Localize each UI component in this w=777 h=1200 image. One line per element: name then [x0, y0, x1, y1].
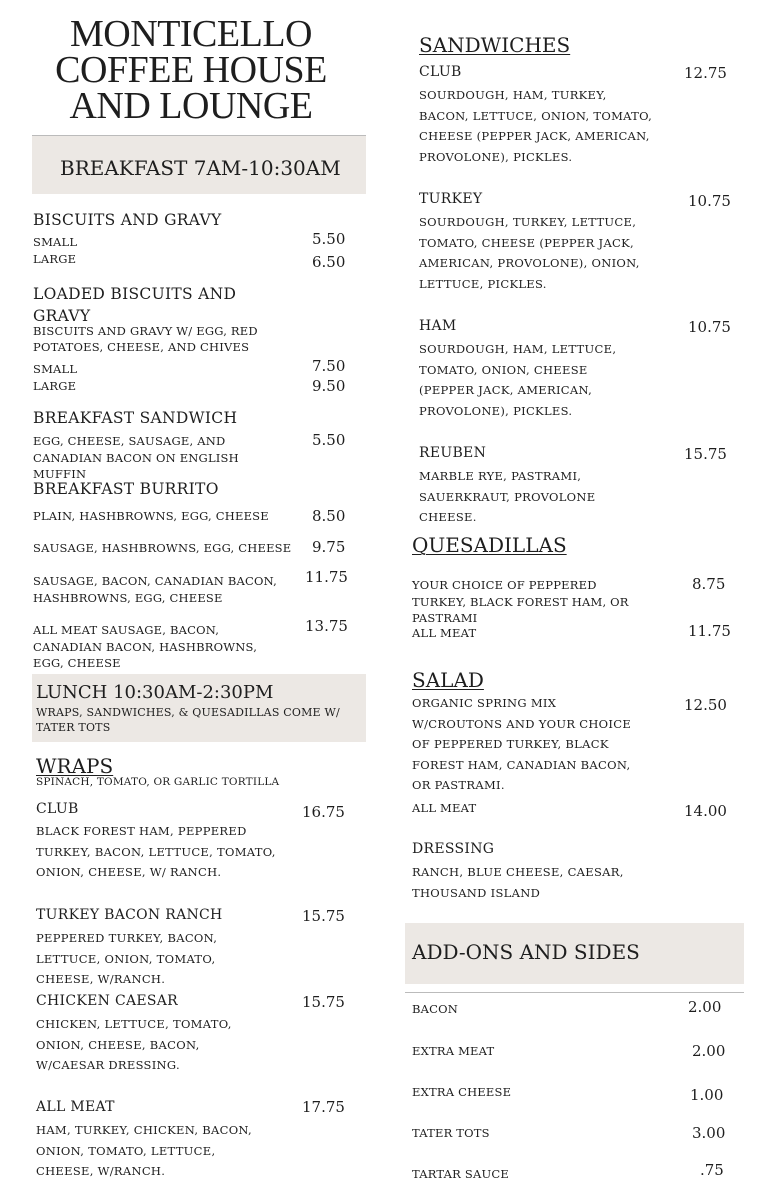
loaded-small-label: SMALL	[33, 362, 78, 376]
addon-item-price: 2.00	[688, 998, 722, 1016]
breakfast-heading: BREAKFAST 7AM-10:30AM	[60, 156, 341, 180]
quesadilla-item-desc: YOUR CHOICE OF PEPPERED TURKEY, BLACK FOREST HAM, OR PASTRAMI	[412, 578, 629, 625]
wrap-item-name: CLUB	[36, 801, 79, 817]
dressing-options: RANCH, BLUE CHEESE, CAESAR, THOUSAND ISLAND	[412, 865, 624, 900]
sandwich-item-name: REUBEN	[419, 445, 487, 461]
loaded-large-price: 9.50	[312, 377, 346, 395]
breakfast-burrito-name: BREAKFAST BURRITO	[33, 480, 219, 498]
sandwich-item-price: 10.75	[688, 318, 731, 336]
wrap-item-desc: PEPPERED TURKEY, BACON, LETTUCE, ONION, TOMATO, CHEESE, W/RANCH.	[36, 931, 218, 986]
lunch-heading: LUNCH 10:30AM-2:30PM	[36, 682, 274, 703]
addon-item-price: 1.00	[690, 1086, 724, 1104]
lunch-note: WRAPS, SANDWICHES, & QUESADILLAS COME W/ TATER TOTS	[36, 706, 340, 734]
menu-title: MONTICELLO COFFEE HOUSE AND LOUNGE	[55, 13, 327, 127]
addon-item-price: .75	[700, 1161, 724, 1179]
quesadilla-item-price: 11.75	[688, 622, 731, 640]
sandwich-item-price: 12.75	[684, 64, 727, 82]
sandwich-item-name: CLUB	[419, 64, 462, 80]
addon-item-name: EXTRA CHEESE	[412, 1085, 512, 1099]
sandwich-item-price: 10.75	[688, 192, 731, 210]
salad-item-price: 14.00	[684, 802, 727, 820]
burrito-option-price: 13.75	[305, 617, 348, 635]
sandwiches-heading: SANDWICHES	[419, 33, 571, 57]
addons-divider	[405, 992, 744, 993]
addon-item-name: TARTAR SAUCE	[412, 1167, 509, 1181]
loaded-biscuits-name: LOADED BISCUITS AND GRAVY	[33, 285, 237, 325]
burrito-option-desc: ALL MEAT SAUSAGE, BACON, CANADIAN BACON, HASHBROWNS, EGG, CHEESE	[33, 623, 258, 670]
salad-item-desc: ORGANIC SPRING MIX W/CROUTONS AND YOUR CHOICE OF PEPPERED TURKEY, BLACK FOREST HAM, CANADIAN BACON, OR PASTRAMI.	[412, 696, 632, 792]
biscuits-gravy-name: BISCUITS AND GRAVY	[33, 211, 222, 229]
breakfast-header-band	[32, 136, 366, 194]
addon-item-name: EXTRA MEAT	[412, 1044, 495, 1058]
salad-item-price: 12.50	[684, 696, 727, 714]
burrito-option-price: 8.50	[312, 507, 346, 525]
wraps-heading: WRAPS	[36, 754, 114, 778]
wrap-item-name: ALL MEAT	[36, 1099, 115, 1115]
burrito-option-desc: PLAIN, HASHBROWNS, EGG, CHEESE	[33, 509, 269, 523]
wrap-item-desc: BLACK FOREST HAM, PEPPERED TURKEY, BACON, LETTUCE, TOMATO, ONION, CHEESE, W/ RANCH.	[36, 824, 276, 879]
quesadilla-item-desc: ALL MEAT	[412, 626, 477, 640]
biscuits-small-label: SMALL	[33, 235, 78, 249]
quesadillas-heading: QUESADILLAS	[412, 533, 567, 557]
biscuits-large-price: 6.50	[312, 253, 346, 271]
wrap-item-name: TURKEY BACON RANCH	[36, 907, 223, 923]
sandwich-item-desc: SOURDOUGH, HAM, TURKEY, BACON, LETTUCE, ONION, TOMATO, CHEESE (PEPPER JACK, AMERICAN, PROVOLONE), PICKLES.	[419, 88, 653, 164]
addon-item-price: 2.00	[692, 1042, 726, 1060]
dressing-label: DRESSING	[412, 841, 495, 857]
burrito-option-desc: SAUSAGE, BACON, CANADIAN BACON, HASHBROWNS, EGG, CHEESE	[33, 574, 277, 605]
wrap-item-desc: CHICKEN, LETTUCE, TOMATO, ONION, CHEESE, BACON, W/CAESAR DRESSING.	[36, 1017, 232, 1072]
addon-item-name: TATER TOTS	[412, 1126, 490, 1140]
biscuits-large-label: LARGE	[33, 252, 77, 266]
biscuits-small-price: 5.50	[312, 230, 346, 248]
breakfast-sandwich-price: 5.50	[312, 431, 346, 449]
wrap-item-price: 16.75	[302, 803, 345, 821]
loaded-biscuits-desc: BISCUITS AND GRAVY W/ EGG, RED POTATOES, CHEESE, AND CHIVES	[33, 324, 258, 354]
sandwich-item-desc: MARBLE RYE, PASTRAMI, SAUERKRAUT, PROVOLONE CHEESE.	[419, 469, 596, 524]
salad-item-desc: ALL MEAT	[412, 801, 477, 815]
burrito-option-price: 9.75	[312, 538, 346, 556]
burrito-option-desc: SAUSAGE, HASHBROWNS, EGG, CHEESE	[33, 541, 292, 555]
burrito-option-price: 11.75	[305, 568, 348, 586]
breakfast-sandwich-name: BREAKFAST SANDWICH	[33, 409, 238, 427]
addon-item-name: BACON	[412, 1002, 459, 1016]
addons-heading: ADD-ONS AND SIDES	[412, 940, 640, 964]
wrap-item-price: 15.75	[302, 993, 345, 1011]
breakfast-sandwich-desc: EGG, CHEESE, SAUSAGE, AND CANADIAN BACON ON ENGLISH MUFFIN	[33, 434, 239, 481]
wraps-subtitle: SPINACH, TOMATO, OR GARLIC TORTILLA	[36, 776, 280, 788]
loaded-large-label: LARGE	[33, 379, 77, 393]
wrap-item-name: CHICKEN CAESAR	[36, 993, 179, 1009]
quesadilla-item-price: 8.75	[692, 575, 726, 593]
addon-item-price: 3.00	[692, 1124, 726, 1142]
sandwich-item-desc: SOURDOUGH, TURKEY, LETTUCE, TOMATO, CHEESE (PEPPER JACK, AMERICAN, PROVOLONE), ONION, LETTUCE, PICKLES.	[419, 215, 640, 291]
sandwich-item-name: TURKEY	[419, 191, 483, 207]
sandwich-item-desc: SOURDOUGH, HAM, LETTUCE, TOMATO, ONION, CHEESE (PEPPER JACK, AMERICAN, PROVOLONE), PICKLES.	[419, 342, 617, 418]
salad-heading: SALAD	[412, 668, 484, 692]
sandwich-item-price: 15.75	[684, 445, 727, 463]
addons-header-band	[405, 923, 744, 984]
wrap-item-price: 15.75	[302, 907, 345, 925]
lunch-header-band	[32, 674, 366, 742]
wrap-item-price: 17.75	[302, 1098, 345, 1116]
loaded-small-price: 7.50	[312, 357, 346, 375]
sandwich-item-name: HAM	[419, 318, 457, 334]
wrap-item-desc: HAM, TURKEY, CHICKEN, BACON, ONION, TOMATO, LETTUCE, CHEESE, W/RANCH.	[36, 1123, 253, 1178]
